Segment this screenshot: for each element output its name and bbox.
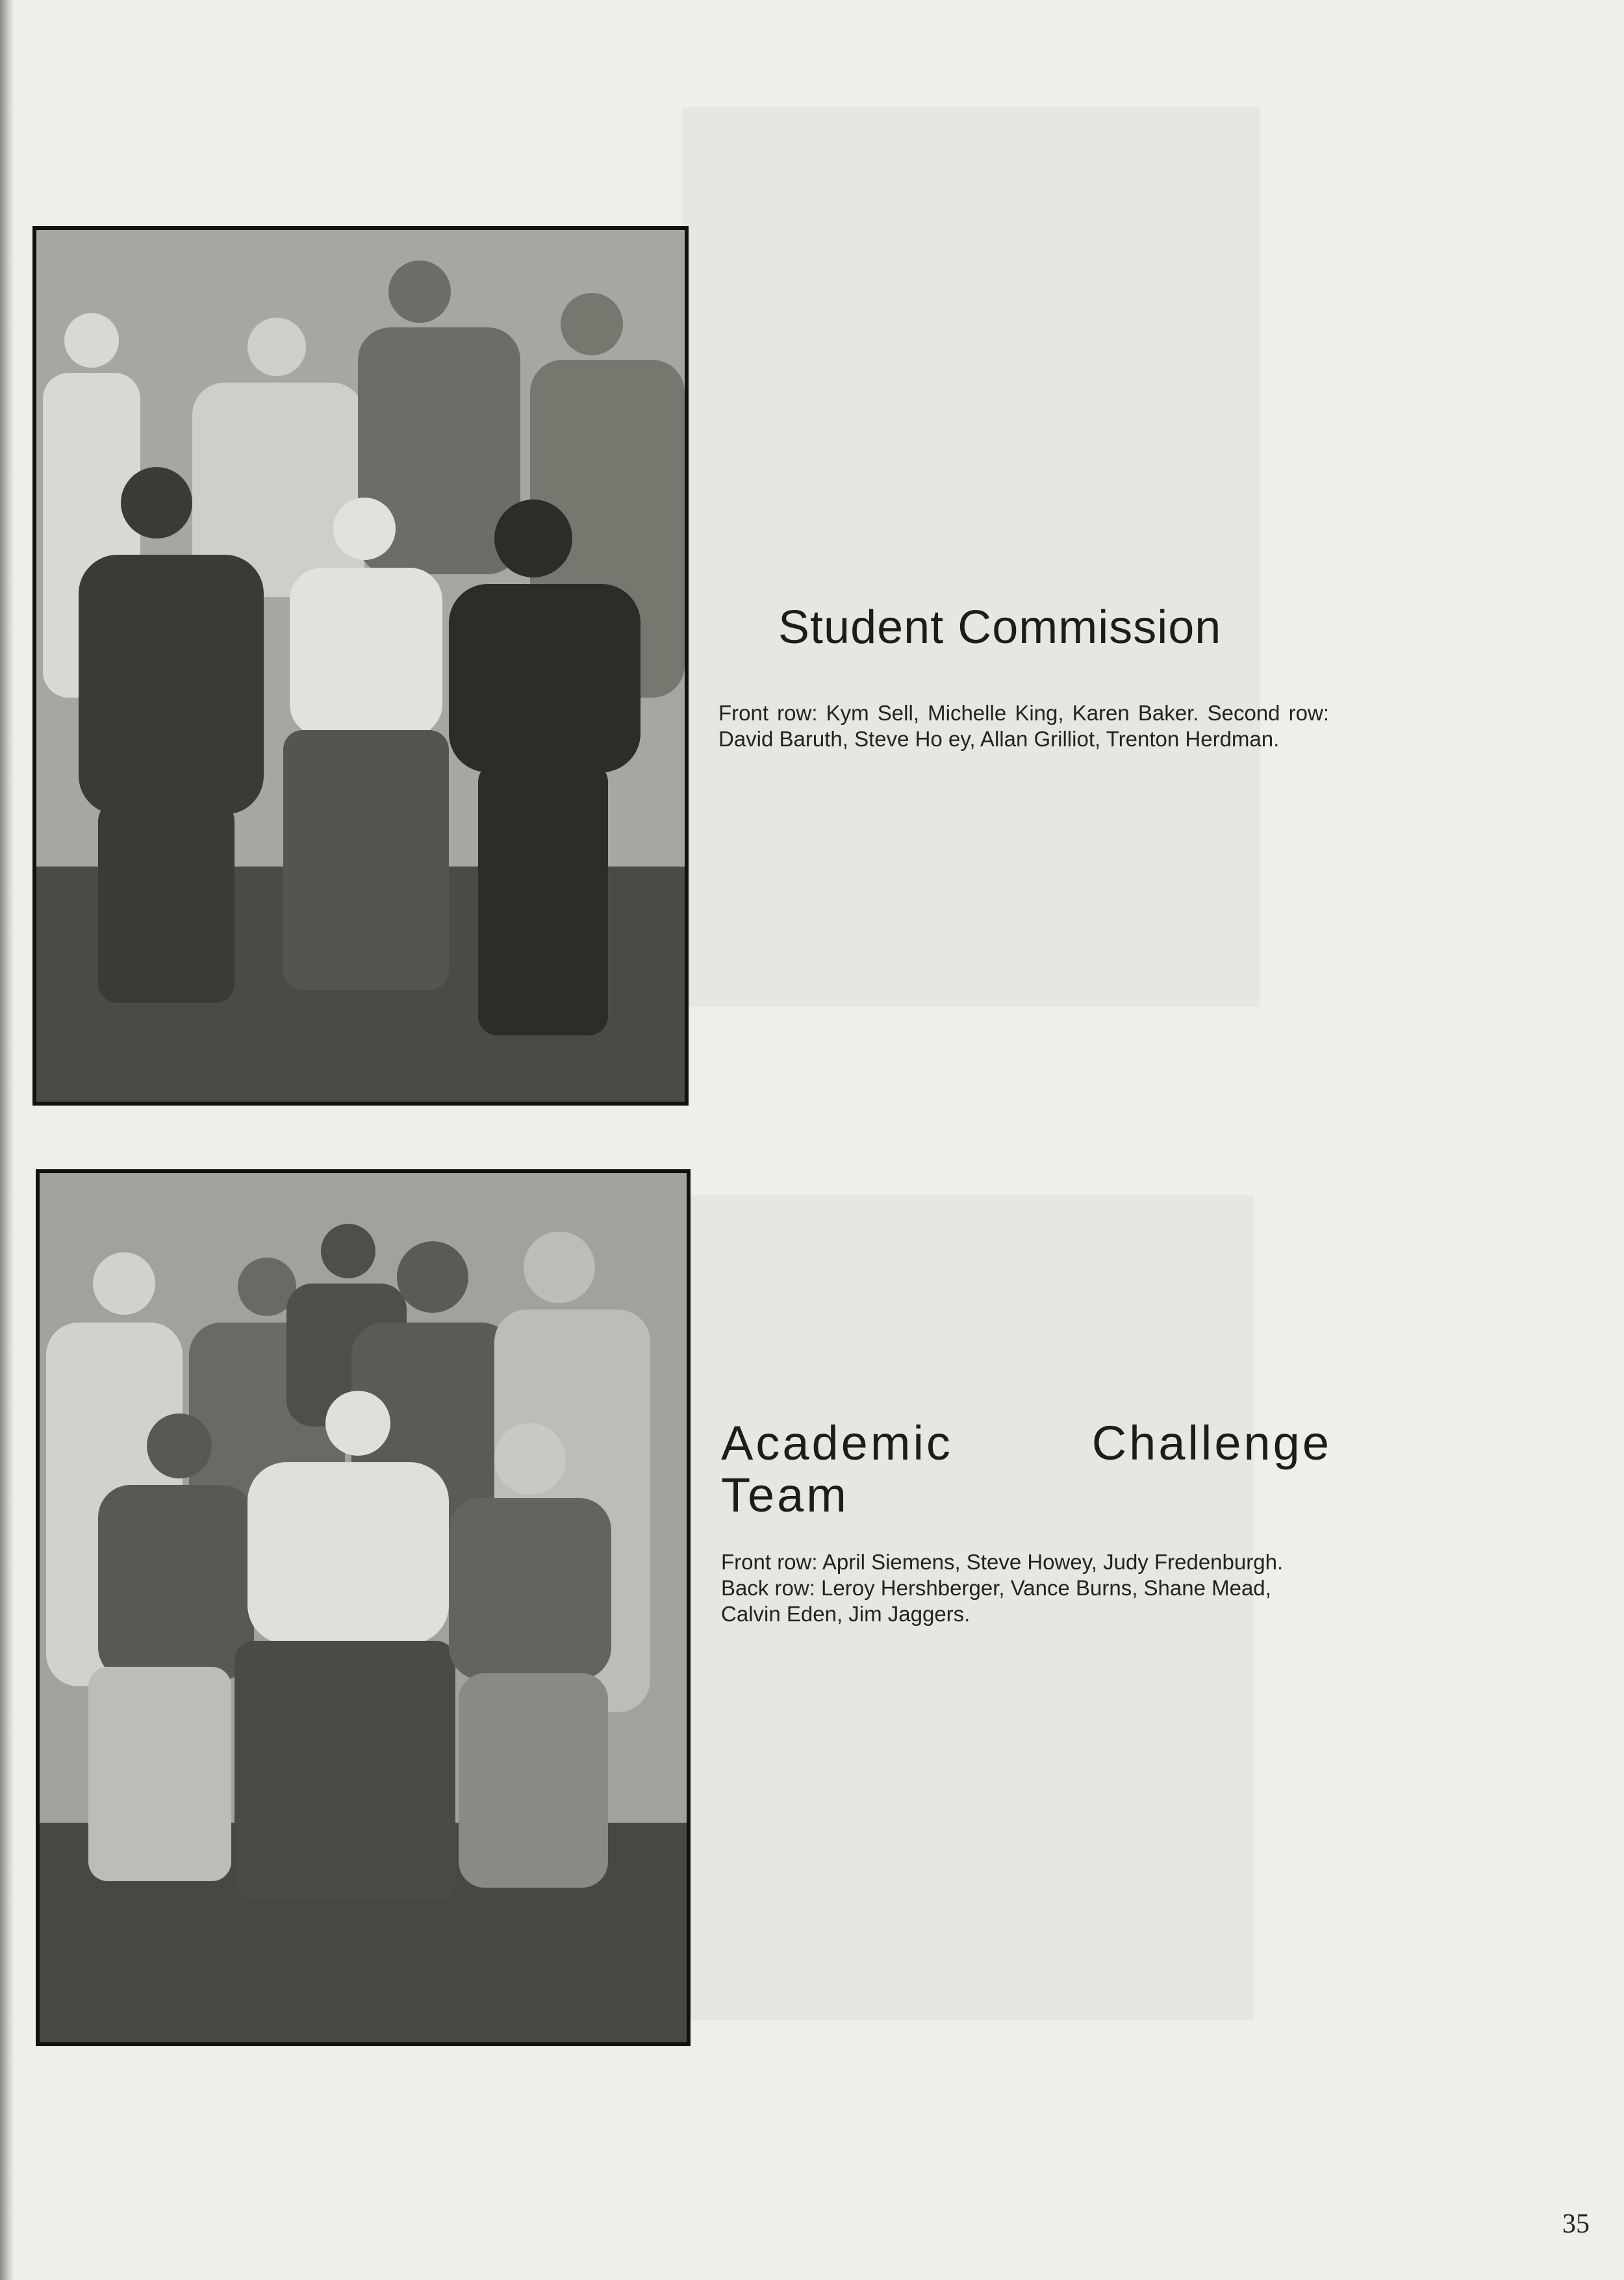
group-photo-illustration — [40, 1173, 687, 2042]
section-title-student-commission: Student Commission — [778, 602, 1222, 653]
group-photo-illustration — [36, 230, 685, 1102]
section-title-academic-challenge — [721, 1417, 1332, 1521]
title-word-academic: Academic — [721, 1416, 953, 1470]
page-number: 35 — [1562, 2209, 1590, 2239]
caption-student-commission: Front row: Kym Sell, Michelle King, Karen Baker. Second row: David Baruth, Steve Ho ey, Allan Grilliot, Trenton Herdman. — [718, 701, 1329, 751]
title-word-team: Team — [721, 1468, 849, 1522]
title-line-1 — [721, 1417, 1332, 1469]
title-word-challenge: Challenge — [1091, 1416, 1332, 1470]
show-through-block — [682, 107, 1260, 1007]
student-commission-photo — [32, 226, 689, 1106]
caption-academic-challenge: Front row: April Siemens, Steve Howey, Judy Fredenburgh. Back row: Leroy Hershberger, Vance Burns, Shane Mead, Calvin Eden, Jim Jaggers. — [721, 1550, 1284, 1626]
academic-challenge-photo — [36, 1169, 691, 2046]
page-gutter — [0, 0, 14, 2280]
